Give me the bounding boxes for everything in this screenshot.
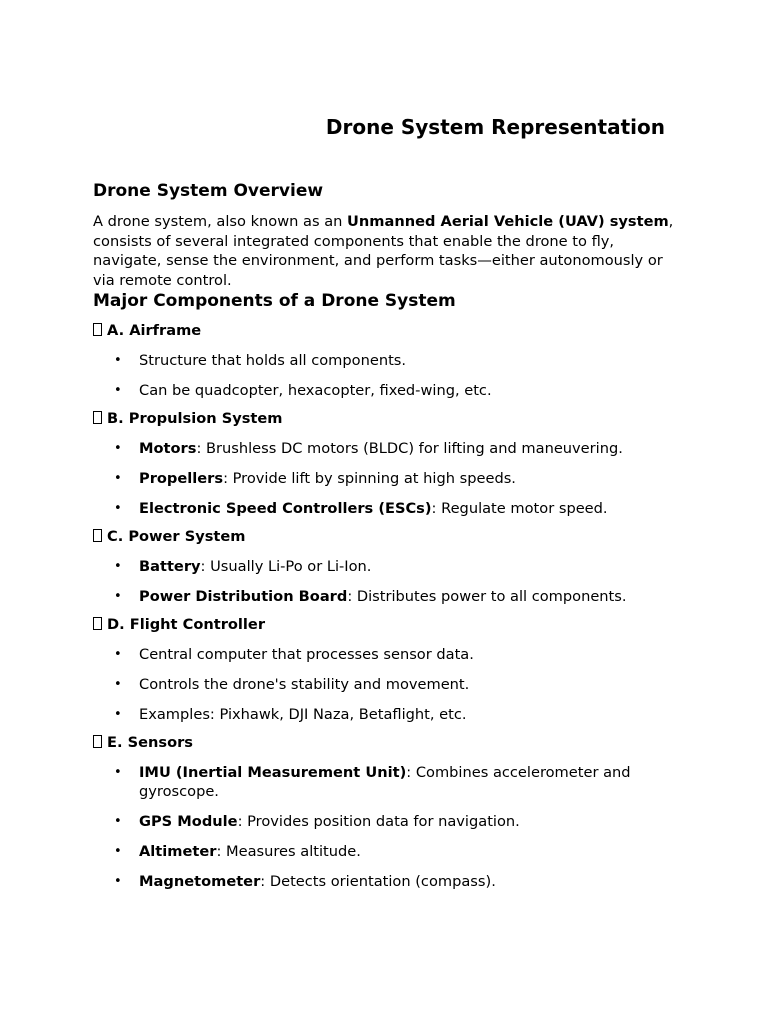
overview-text-bold: Unmanned Aerial Vehicle (UAV) system (347, 213, 669, 230)
list-item (93, 842, 683, 862)
missing-glyph-box-icon (93, 617, 102, 630)
list-item-term: Battery (139, 557, 201, 575)
list-item (93, 812, 683, 832)
list-item-term: GPS Module (139, 813, 238, 830)
overview-text-end: , consists of several integrated components that enable the drone to fly, navigate, sense the environment, and perform tasks—either autonomously or via remote control. (93, 213, 674, 289)
component-group-heading (93, 615, 683, 634)
list-item (93, 763, 683, 802)
list-item (93, 381, 683, 401)
list-item-text: Central computer that processes sensor data. (139, 645, 474, 663)
component-group-title: E. Sensors (107, 734, 193, 751)
components-heading: Major Components of a Drone System (93, 291, 456, 311)
list-item-term: Power Distribution Board (139, 587, 348, 605)
list-item-term: Magnetometer (139, 873, 261, 890)
component-list (93, 645, 683, 725)
list-item-text: : Distributes power to all components. (347, 587, 627, 605)
missing-glyph-box-icon (93, 529, 102, 542)
overview-heading: Drone System Overview (93, 181, 324, 201)
list-item-text: Can be quadcopter, hexacopter, fixed-wing, etc. (139, 381, 492, 399)
component-list (93, 763, 683, 892)
list-item-text: : Provide lift by spinning at high speeds. (223, 469, 516, 487)
list-item-term: Electronic Speed Controllers (ESCs) (139, 499, 432, 517)
missing-glyph-box-icon (93, 735, 102, 748)
component-group-heading (93, 733, 683, 752)
component-list (93, 557, 683, 607)
list-item (93, 645, 683, 665)
list-item-text: : Usually Li-Po or Li-Ion. (200, 557, 372, 575)
list-item (93, 499, 683, 519)
list-item-text: : Measures altitude. (216, 843, 361, 860)
list-item-term: Motors (139, 439, 197, 457)
document-body (93, 180, 683, 892)
missing-glyph-box-icon (93, 411, 102, 424)
list-item (93, 675, 683, 695)
list-item-term: Altimeter (139, 843, 217, 860)
component-group-title: A. Airframe (107, 322, 202, 339)
list-item-text: : Regulate motor speed. (431, 499, 608, 517)
list-item (93, 872, 683, 892)
list-item-text: : Provides position data for navigation. (237, 813, 520, 830)
list-item (93, 557, 683, 577)
list-item (93, 705, 683, 725)
list-item-text: Examples: Pixhawk, DJI Naza, Betaflight, etc. (139, 705, 467, 723)
overview-paragraph (93, 212, 683, 290)
component-group-title: C. Power System (107, 528, 246, 545)
list-item (93, 469, 683, 489)
list-item-text: Structure that holds all components. (139, 351, 407, 369)
list-item-term: IMU (Inertial Measurement Unit) (139, 763, 407, 781)
component-group-title: B. Propulsion System (107, 410, 283, 427)
list-item (93, 587, 683, 607)
component-group-heading (93, 527, 683, 546)
list-item-term: Propellers (139, 469, 224, 487)
component-group-title: D. Flight Controller (107, 616, 266, 633)
component-group-heading (93, 321, 683, 340)
list-item-text: : Detects orientation (compass). (260, 873, 496, 890)
component-group-heading (93, 409, 683, 428)
component-groups (93, 321, 683, 892)
list-item (93, 351, 683, 371)
list-item-text: : Combines accelerometer and gyroscope. (139, 763, 631, 800)
missing-glyph-box-icon (93, 323, 102, 336)
list-item-text: Controls the drone's stability and movement. (139, 675, 470, 693)
component-list (93, 439, 683, 519)
list-item (93, 439, 683, 459)
document-title: Drone System Representation (325, 115, 665, 139)
list-item-text: : Brushless DC motors (BLDC) for lifting and maneuvering. (196, 439, 623, 457)
overview-text-start: A drone system, also known as an (93, 213, 348, 230)
component-list (93, 351, 683, 401)
